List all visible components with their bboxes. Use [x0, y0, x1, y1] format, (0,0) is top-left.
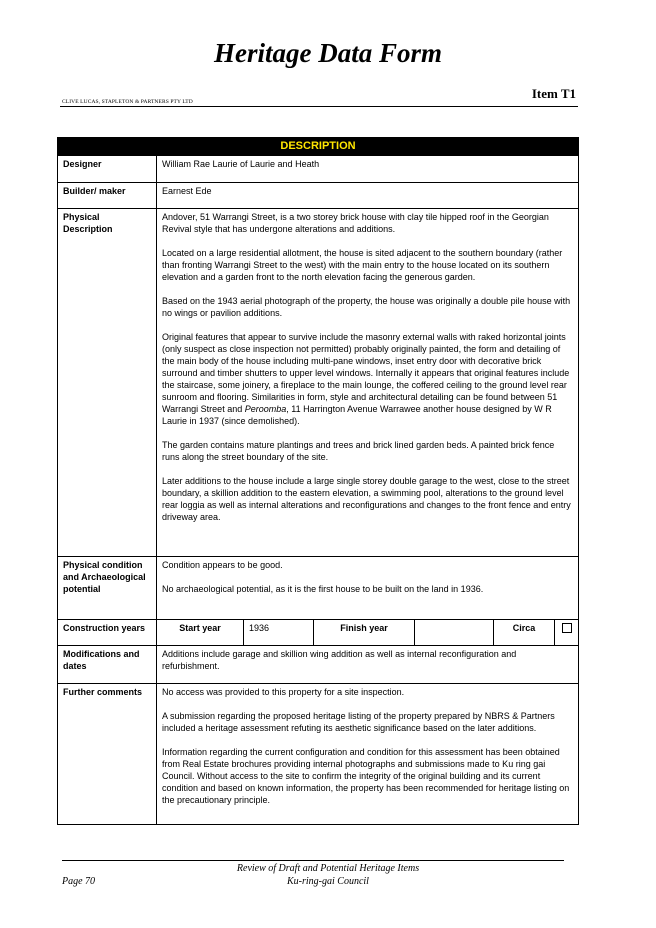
construction-years-label: Construction years: [58, 620, 157, 646]
comment-paragraph: A submission regarding the proposed heritage listing of the property prepared by NBRS & Partners included a heritage assessment refuting its aesthetic significance based on the later additions.: [162, 711, 555, 733]
condition-paragraph: No archaeological potential, as it is the first house to be built on the land in 1936.: [162, 584, 484, 594]
description-paragraph: Later additions to the house include a large single storey double garage to the west, close to the street boundary, a skillion addition to the eastern elevation, a swimming pool, alterations to the ground level rear loggia as well as internal alterations and reconfigurations and changes to the front fence and entry driveway area.: [162, 476, 571, 522]
physical-description-label: Physical Description: [58, 209, 157, 557]
section-heading-description: DESCRIPTION: [58, 138, 579, 156]
company-name: CLIVE LUCAS, STAPLETON & PARTNERS PTY LTD: [62, 99, 193, 105]
condition-paragraph: Condition appears to be good.: [162, 560, 283, 570]
header-divider: [60, 106, 578, 107]
comment-paragraph: No access was provided to this property for a site inspection.: [162, 687, 405, 697]
designer-value: William Rae Laurie of Laurie and Heath: [157, 156, 579, 183]
modifications-value: Additions include garage and skillion wing addition as well as internal reconfiguration and refurbishment.: [157, 646, 579, 684]
finish-year-value: [415, 620, 494, 646]
circa-label: Circa: [494, 620, 555, 646]
modifications-label: Modifications and dates: [58, 646, 157, 684]
footer-report-title: Review of Draft and Potential Heritage Items: [236, 863, 420, 874]
page-title: Heritage Data Form: [214, 38, 442, 68]
description-paragraph: Based on the 1943 aerial photograph of the property, the house was originally a double pile house with no wings or pavilion additions.: [162, 296, 571, 318]
description-paragraph: [162, 331, 573, 427]
comment-paragraph: Information regarding the current configuration and condition for this assessment has been obtained from Real Estate brochures providing internal photographs and submissions made to Ku ring gai Council. Without access to the site to confirm the integrity of the original building and its current condition and based on known information, the property has been recommended for heritage listing on the precautionary principle.: [162, 747, 570, 805]
start-year-value: 1936: [244, 620, 314, 646]
physical-description-value: [157, 209, 579, 557]
footer-council-name: Ku-ring-gai Council: [287, 876, 369, 887]
circa-checkbox[interactable]: [562, 623, 572, 633]
further-comments-value: [157, 684, 579, 825]
description-text: Original features that appear to survive include the masonry external walls with raked horizontal joints (only suspect as close inspection not permitted) probably originally painted, the form and detailing of the main body of the house including multi-pane windows, inset entry door with decorative brick surround and timber shutters to upper level windows. Internally it appears that original features include the staircase, some joinery, a fireplace to the main lounge, the coffered ceiling to the ground level rear sunroom and flooring. Similarities in form, style and architectural detailing can be found between 51 Warrangi Street and: [162, 332, 570, 414]
heritage-form-table: [57, 137, 579, 825]
house-name-peroomba: Peroomba: [244, 404, 287, 414]
further-comments-label: Further comments: [58, 684, 157, 825]
description-paragraph: Andover, 51 Warrangi Street, is a two storey brick house with clay tile hipped roof in the Georgian Revival style that has undergone alterations and additions.: [162, 212, 549, 234]
condition-label: Physical condition and Archaeological potential: [58, 557, 157, 620]
start-year-label: Start year: [157, 620, 244, 646]
footer-divider: [62, 860, 564, 861]
circa-checkbox-cell: [555, 620, 579, 646]
page-number: Page 70: [62, 876, 96, 887]
condition-value: [157, 557, 579, 620]
builder-value: Earnest Ede: [157, 183, 579, 209]
designer-label: Designer: [58, 156, 157, 183]
builder-label: Builder/ maker: [58, 183, 157, 209]
item-number: Item T1: [531, 86, 576, 101]
description-paragraph: The garden contains mature plantings and trees and brick lined garden beds. A painted brick fence runs along the street boundary of the site.: [162, 440, 555, 462]
finish-year-label: Finish year: [314, 620, 415, 646]
description-paragraph: Located on a large residential allotment, the house is sited adjacent to the southern boundary (rather than fronting Warrangi Street to the west) with the main entry to the house located on its southern elevation and a garden front to the north elevation facing the generous garden.: [162, 248, 563, 282]
description-text: , 11 Harrington Avenue Warrawee another house designed by W R Laurie in 1937 (since demolished).: [162, 404, 552, 426]
